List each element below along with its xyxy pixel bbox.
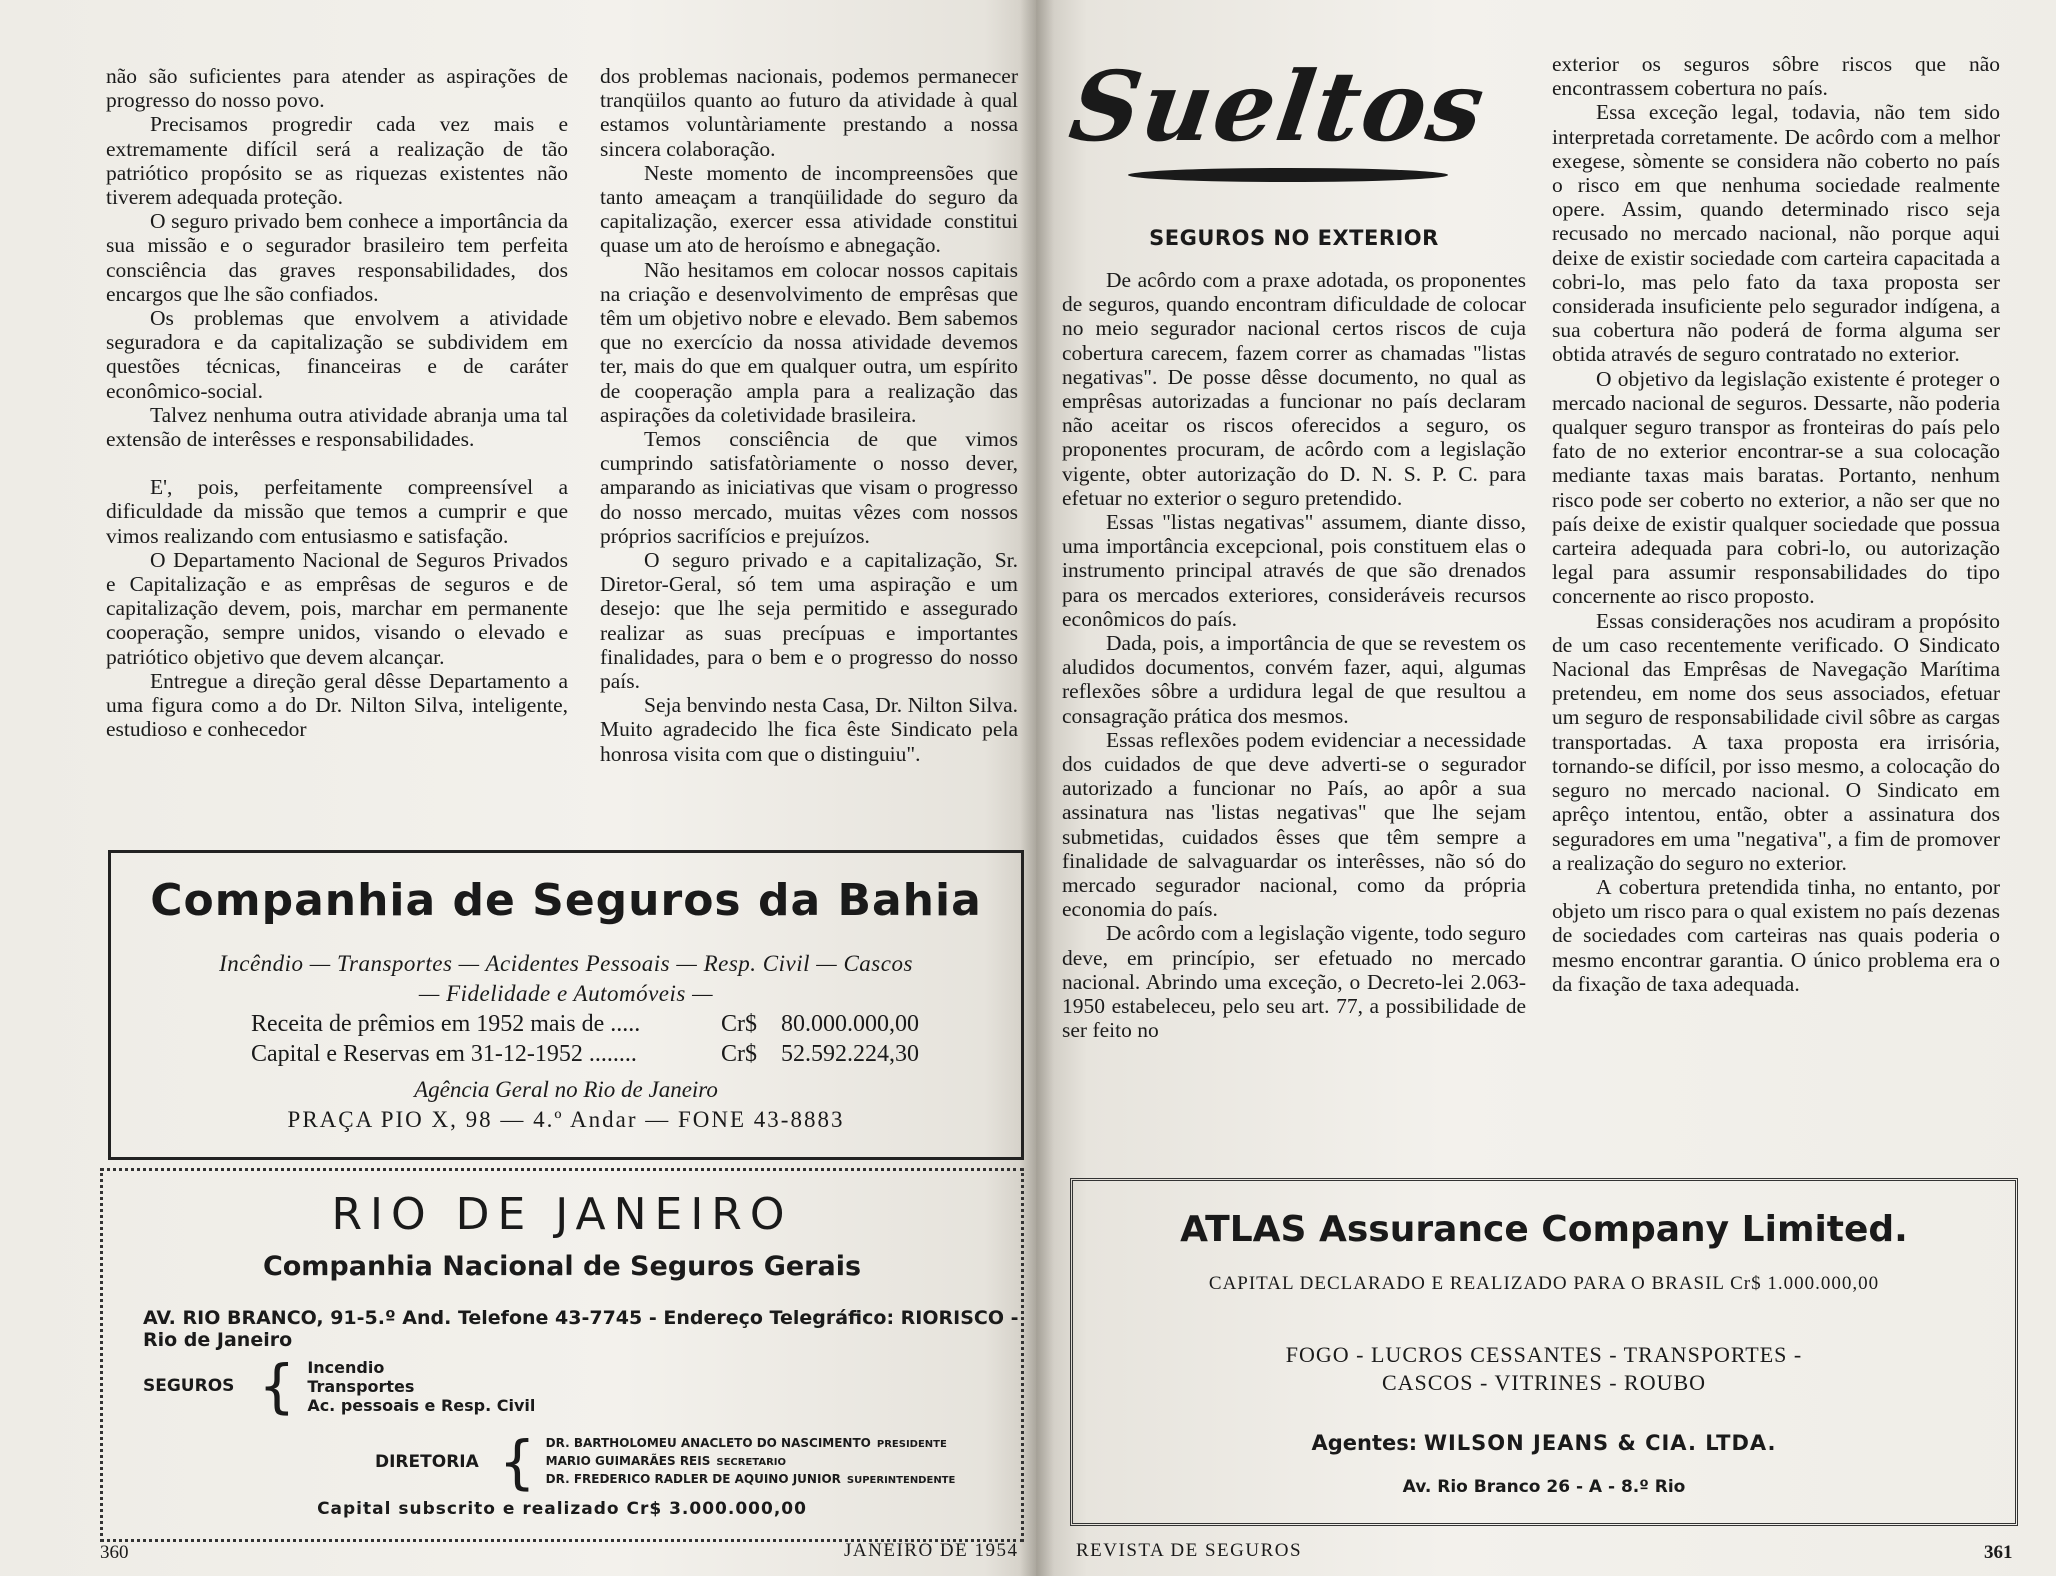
running-head-right: REVISTA DE SEGUROS <box>1076 1540 1303 1561</box>
right-column-2 <box>1552 52 2000 996</box>
ad-lines-of-business <box>1073 1341 2015 1397</box>
page-number-left: 360 <box>100 1542 129 1563</box>
paragraph: Essas "listas negativas" assumem, diante disso, uma importância excepcional, pois constituem elas o instrumento principal através de que são drenados para os mercados exteriores, consideráveis recursos econômicos do país. <box>1062 510 1526 631</box>
diretoria-list <box>546 1435 956 1489</box>
director-row <box>546 1471 956 1489</box>
ad-agency <box>111 1075 1021 1135</box>
paragraph: Dada, pois, a importância de que se revestem os aludidos documentos, convém fazer, aqui, algumas reflexões sôbre a urdidura legal de que resultou a consagração prática dos mesmos. <box>1062 631 1526 728</box>
ad-diretoria-block <box>375 1428 956 1496</box>
paragraph: Talvez nenhuma outra atividade abranja uma tal extensão de interêsses e responsabilidades. <box>106 402 568 452</box>
director-name: DR. BARTHOLOMEU ANACLETO DO NASCIMENTO <box>545 1436 871 1450</box>
director-name: MARIO GUIMARÃES REIS <box>545 1454 711 1468</box>
figure-value: 52.592.224,30 <box>781 1041 919 1067</box>
paragraph: De acôrdo com a praxe adotada, os proponentes de seguros, quando encontram dificuldade de colocar no meio segurador nacional certos riscos de cuja cobertura carecem, fazem correr as chamadas "listas negativas". De posse dêsse documento, no qual as emprêsas autorizadas a funcionar no país declaram não aceitar os riscos oferecidos a seguro, os proponentes procuram, de acôrdo com a legislação vigente, obter autorização do D. N. S. P. C. para efetuar no exterior o seguro pretendido. <box>1062 268 1526 510</box>
figure-label: Capital e Reservas em 31-12-1952 ........ <box>251 1041 637 1067</box>
ad-address: Av. Rio Branco 26 - A - 8.º Rio <box>1402 1477 1686 1497</box>
paragraph: O objetivo da legislação existente é proteger o mercado nacional de seguros. Dessarte, não poderia qualquer seguro transpor as fronteiras do país pelo fato de no exterior encontrar-se a sua colocação mediante taxas mais baratas. Portanto, nenhum risco pode ser coberto no exterior, a não ser que no país deixe de existir qualquer sociedade que possua carteira adequada para cobri-lo, ou autorização legal para assumir responsabilidades do tipo concernente ao risco proposto. <box>1552 366 2000 609</box>
director-role: PRESIDENTE <box>876 1439 947 1450</box>
agency-address: PRAÇA PIO X, 98 — 4.º Andar — FONE 43-8883 <box>287 1107 845 1132</box>
figure-label: Receita de prêmios em 1952 mais de ..... <box>251 1011 641 1037</box>
paragraph: Não hesitamos em colocar nossos capitais na criação e desenvolvimento de emprêsas que têm um objetivo nobre e elevado. Bem sabemos que no exercício da nossa atividade devemos ter, mais do que em qualquer outra, um espírito de cooperação ampla para a realização das aspirações da coletividade brasileira. <box>600 257 1018 427</box>
paragraph: O seguro privado e a capitalização, Sr. Diretor-Geral, só tem uma aspiração e um desejo: que lhe seja permitido e assegurado realizar as suas precípuas e importantes finalidades, para o bem e o progresso do nosso país. <box>600 548 1018 694</box>
paragraph: não são suficientes para atender as aspirações de progresso do nosso povo. <box>106 64 568 113</box>
seguro-item: Transportes <box>307 1376 415 1396</box>
brace-icon: { <box>258 1352 296 1420</box>
figure-currency: Cr$ <box>721 1011 757 1037</box>
agents-label: Agentes: <box>1311 1431 1418 1455</box>
ad-line: FOGO - LUCROS CESSANTES - TRANSPORTES - <box>1285 1342 1803 1367</box>
ad-address: AV. RIO BRANCO, 91-5.º And. Telefone 43-7745 - Endereço Telegráfico: RIORISCO - Rio de Janeiro <box>143 1307 1019 1351</box>
ad-lines-of-business <box>111 949 1021 1009</box>
ad-line: Incêndio — Transportes — Acidentes Pessoais — Resp. Civil — Cascos <box>219 951 913 976</box>
paragraph: Temos consciência de que vimos cumprindo satisfatòriamente o nosso dever, amparando as iniciativas que visam o progresso do nosso mercado, muitas vêzes com nossos próprios sacrifícios e prejuízos. <box>600 427 1018 548</box>
masthead <box>1063 50 1493 180</box>
paragraph: Neste momento de incompreensões que tanto ameaçam a tranqüilidade do seguro da capitalização, exercer essa atividade constitui quase um ato de heroísmo e abnegação. <box>600 160 1018 258</box>
director-row <box>546 1435 956 1453</box>
page-number-right: 361 <box>1984 1542 2013 1563</box>
ad-company-name: Companhia Nacional de Seguros Gerais <box>262 1251 862 1282</box>
seguros-list <box>307 1358 535 1415</box>
seguros-label: SEGUROS <box>143 1376 235 1396</box>
left-column-2 <box>600 64 1018 766</box>
diretoria-label: DIRETORIA <box>375 1452 479 1472</box>
page-gutter <box>1020 0 1054 1576</box>
ad-financial-figures <box>251 1009 919 1069</box>
director-row <box>546 1453 956 1471</box>
paragraph: E', pois, perfeitamente compreensível a dificuldade da missão que temos a cumprir e que vimos realizando com entusiasmo e satisfação. <box>106 475 568 548</box>
agency-label: Agência Geral no Rio de Janeiro <box>414 1077 718 1102</box>
left-column-1 <box>106 64 568 741</box>
paragraph: Precisamos progredir cada vez mais e extremamente difícil será a realização de tão patriótico propósito se as riquezas existentes não tiverem adequada proteção. <box>106 112 568 210</box>
ad-rio-de-janeiro-seguros <box>100 1168 1024 1542</box>
brace-icon: { <box>498 1428 536 1496</box>
figure-currency: Cr$ <box>721 1041 757 1067</box>
paragraph: exterior os seguros sôbre riscos que não encontrassem cobertura no país. <box>1552 52 2000 101</box>
paragraph: Os problemas que envolvem a atividade seguradora e da capitalização se subdividem em questões técnicas, financeiras e de caráter econômico-social. <box>106 306 568 403</box>
ad-capital: Capital subscrito e realizado Cr$ 3.000.000,00 <box>317 1499 807 1519</box>
ad-agents <box>1073 1431 2015 1455</box>
director-role: SUPERINTENDENTE <box>846 1475 956 1486</box>
paragraph: Essa exceção legal, todavia, não tem sido interpretada corretamente. De acôrdo com a melhor exegese, sòmente se considera não coberto no país o risco em que nenhuma sociedade realmente opere. Assim, quando determinado risco seja recusado no mercado nacional, não porque aqui deixe de existir sociedade com carteira capacitada a cobri-lo, mas pelo fato da taxa proposta ser considerada insuficiente pelo segurador indígena, a sua cobertura não poderá de forma alguma ser obtida através de seguro contratado no exterior. <box>1552 100 2000 367</box>
agents-name: WILSON JEANS & CIA. LTDA. <box>1423 1431 1777 1455</box>
seguro-item: Ac. pessoais e Resp. Civil <box>307 1395 536 1415</box>
ad-city-title: RIO DE JANEIRO <box>331 1189 793 1240</box>
ad-title: Companhia de Seguros da Bahia <box>150 875 982 926</box>
masthead-title: Sueltos <box>1063 50 1493 163</box>
ad-atlas-assurance <box>1070 1178 2018 1526</box>
paragraph: Essas considerações nos acudiram a propósito de um caso recentemente verificado. O Sindicato Nacional das Emprêsas de Navegação Marítima pretendeu, em nome dos seus associados, efetuar um seguro de responsabilidade civil sôbre as cargas transportadas. A taxa proposta era irrisória, tornando-se difícil, por isso mesmo, a colocação do seguro no mercado nacional. O Sindicato em aprêço intentou, então, obter a assinatura dos seguradores em uma "negativa", a fim de promover a realização do seguro no exterior. <box>1552 608 2000 875</box>
section-title: SEGUROS NO EXTERIOR <box>1149 226 1439 250</box>
paragraph: Essas reflexões podem evidenciar a necessidade dos cuidados de que deve adverti-se o segurador autorizado a funcionar no País, ao apôr a sua assinatura nas 'listas negativas" que lhe sejam submetidas, cuidados êsses que têm sempre a finalidade de salvaguardar os interêsses, não só do mercado segurador nacional, como da própria economia do país. <box>1062 727 1526 922</box>
paragraph: Seja benvindo nesta Casa, Dr. Nilton Silva. Muito agradecido lhe fica êste Sindicato pela honrosa visita com que o distinguiu". <box>600 693 1018 766</box>
ad-capital: CAPITAL DECLARADO E REALIZADO PARA O BRASIL Cr$ 1.000.000,00 <box>1208 1273 1880 1294</box>
figure-row <box>251 1039 919 1069</box>
seguro-item: Incendio <box>307 1357 385 1377</box>
figure-value: 80.000.000,00 <box>781 1011 919 1037</box>
paragraph: O seguro privado bem conhece a importância da sua missão e o segurador brasileiro tem perfeita consciência das graves responsabilidades, dos encargos que lhe são confiados. <box>106 209 568 306</box>
paragraph: O Departamento Nacional de Seguros Privados e Capitalização e as emprêsas de seguros e de capitalização devem, pois, marchar em permanente cooperação, sempre unidos, visando o elevado e patriótico objetivo que devem alcançar. <box>106 547 568 669</box>
director-name: DR. FREDERICO RADLER DE AQUINO JUNIOR <box>545 1472 841 1486</box>
ad-seguros-block <box>143 1352 536 1420</box>
paragraph: dos problemas nacionais, podemos permanecer tranqüilos quanto ao futuro da atividade à qual estamos voluntàriamente prestando a nossa sincera colaboração. <box>600 64 1018 161</box>
figure-row <box>251 1009 919 1039</box>
paragraph: A cobertura pretendida tinha, no entanto, por objeto um risco para o qual existem no país dezenas de sociedades com carteiras nas quais poderia o mesmo encontrar garantia. O único problema era o da fixação de taxa adequada. <box>1552 874 2000 996</box>
ad-title: ATLAS Assurance Company Limited. <box>1180 1209 1908 1250</box>
director-role: SECRETARIO <box>716 1457 786 1468</box>
ad-line: — Fidelidade e Automóveis — <box>418 981 714 1006</box>
ad-companhia-seguros-bahia <box>108 850 1024 1160</box>
right-column-1 <box>1062 268 1526 1043</box>
ad-line: CASCOS - VITRINES - ROUBO <box>1381 1370 1707 1395</box>
paragraph: De acôrdo com a legislação vigente, todo seguro deve, em princípio, ser efetuado no mercado nacional. Abrindo uma exceção, o Decreto-lei 2.063-1950 estabeleceu, pelo seu art. 77, a possibilidade de ser feito no <box>1062 921 1526 1043</box>
running-head-left: JANEIRO DE 1954 <box>844 1540 1019 1561</box>
masthead-underline <box>1128 168 1448 182</box>
paragraph: Entregue a direção geral dêsse Departamento a uma figura como a do Dr. Nilton Silva, inteligente, estudioso e conhecedor <box>106 668 568 742</box>
